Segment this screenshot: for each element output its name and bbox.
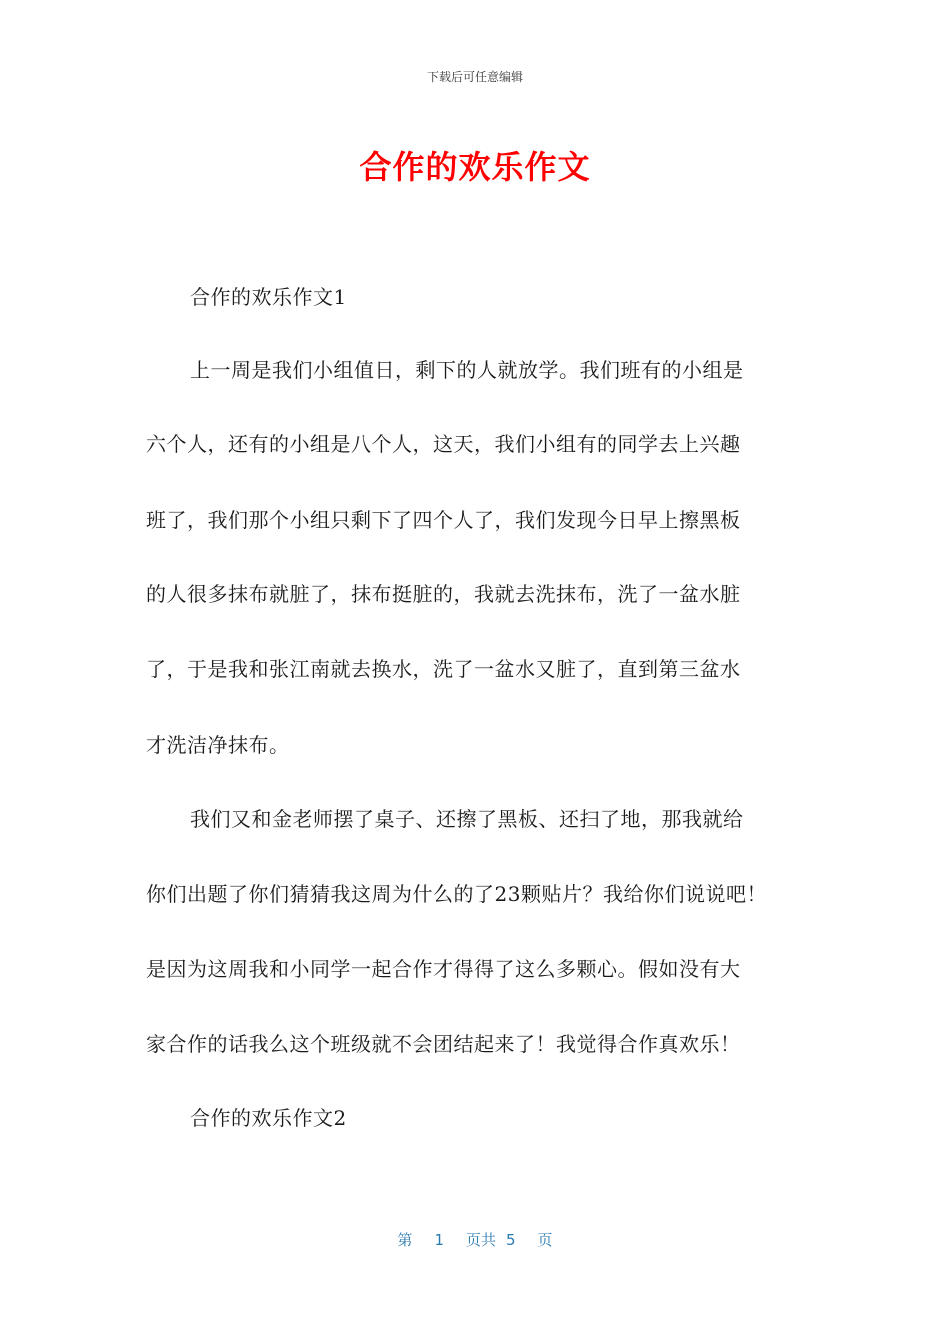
footer-current-page: 1 [434,1231,444,1249]
footer-middle: 页共 [465,1231,496,1249]
paragraph-line: 是因为这周我和小同学一起合作才得得了这么多颗心。假如没有大 [146,957,741,981]
paragraph-line: 才洗洁净抹布。 [146,733,290,757]
paragraph-line: 六个人，还有的小组是八个人，这天，我们小组有的同学去上兴趣 [146,432,741,456]
footer-prefix: 第 [397,1231,413,1249]
paragraph-line: 的人很多抹布就脏了，抹布挺脏的，我就去洗抹布，洗了一盆水脏 [146,582,741,606]
page-title: 合作的欢乐作文 [359,148,591,186]
header-note: 下载后可任意编辑 [426,70,523,84]
page-footer [0,1229,950,1250]
paragraph-line: 我们又和金老师摆了桌子、还擦了黑板、还扫了地，那我就给 [190,807,744,831]
footer-suffix: 页 [537,1231,553,1249]
paragraph-line: 了，于是我和张江南就去换水，洗了一盆水又脏了，直到第三盆水 [146,657,741,681]
paragraph-line: 上一周是我们小组值日，剩下的人就放学。我们班有的小组是 [190,358,744,382]
paragraph-line: 家合作的话我么这个班级就不会团结起来了！我觉得合作真欢乐！ [146,1032,741,1056]
section-heading-2: 合作的欢乐作文2 [190,1106,347,1130]
paragraph-line: 班了，我们那个小组只剩下了四个人了，我们发现今日早上擦黑板 [146,508,741,532]
footer-total-pages: 5 [506,1231,516,1249]
section-heading-1: 合作的欢乐作文1 [190,285,347,309]
paragraph-line: 你们出题了你们猜猜我这周为什么的了23颗贴片？我给你们说说吧！ [146,882,767,906]
